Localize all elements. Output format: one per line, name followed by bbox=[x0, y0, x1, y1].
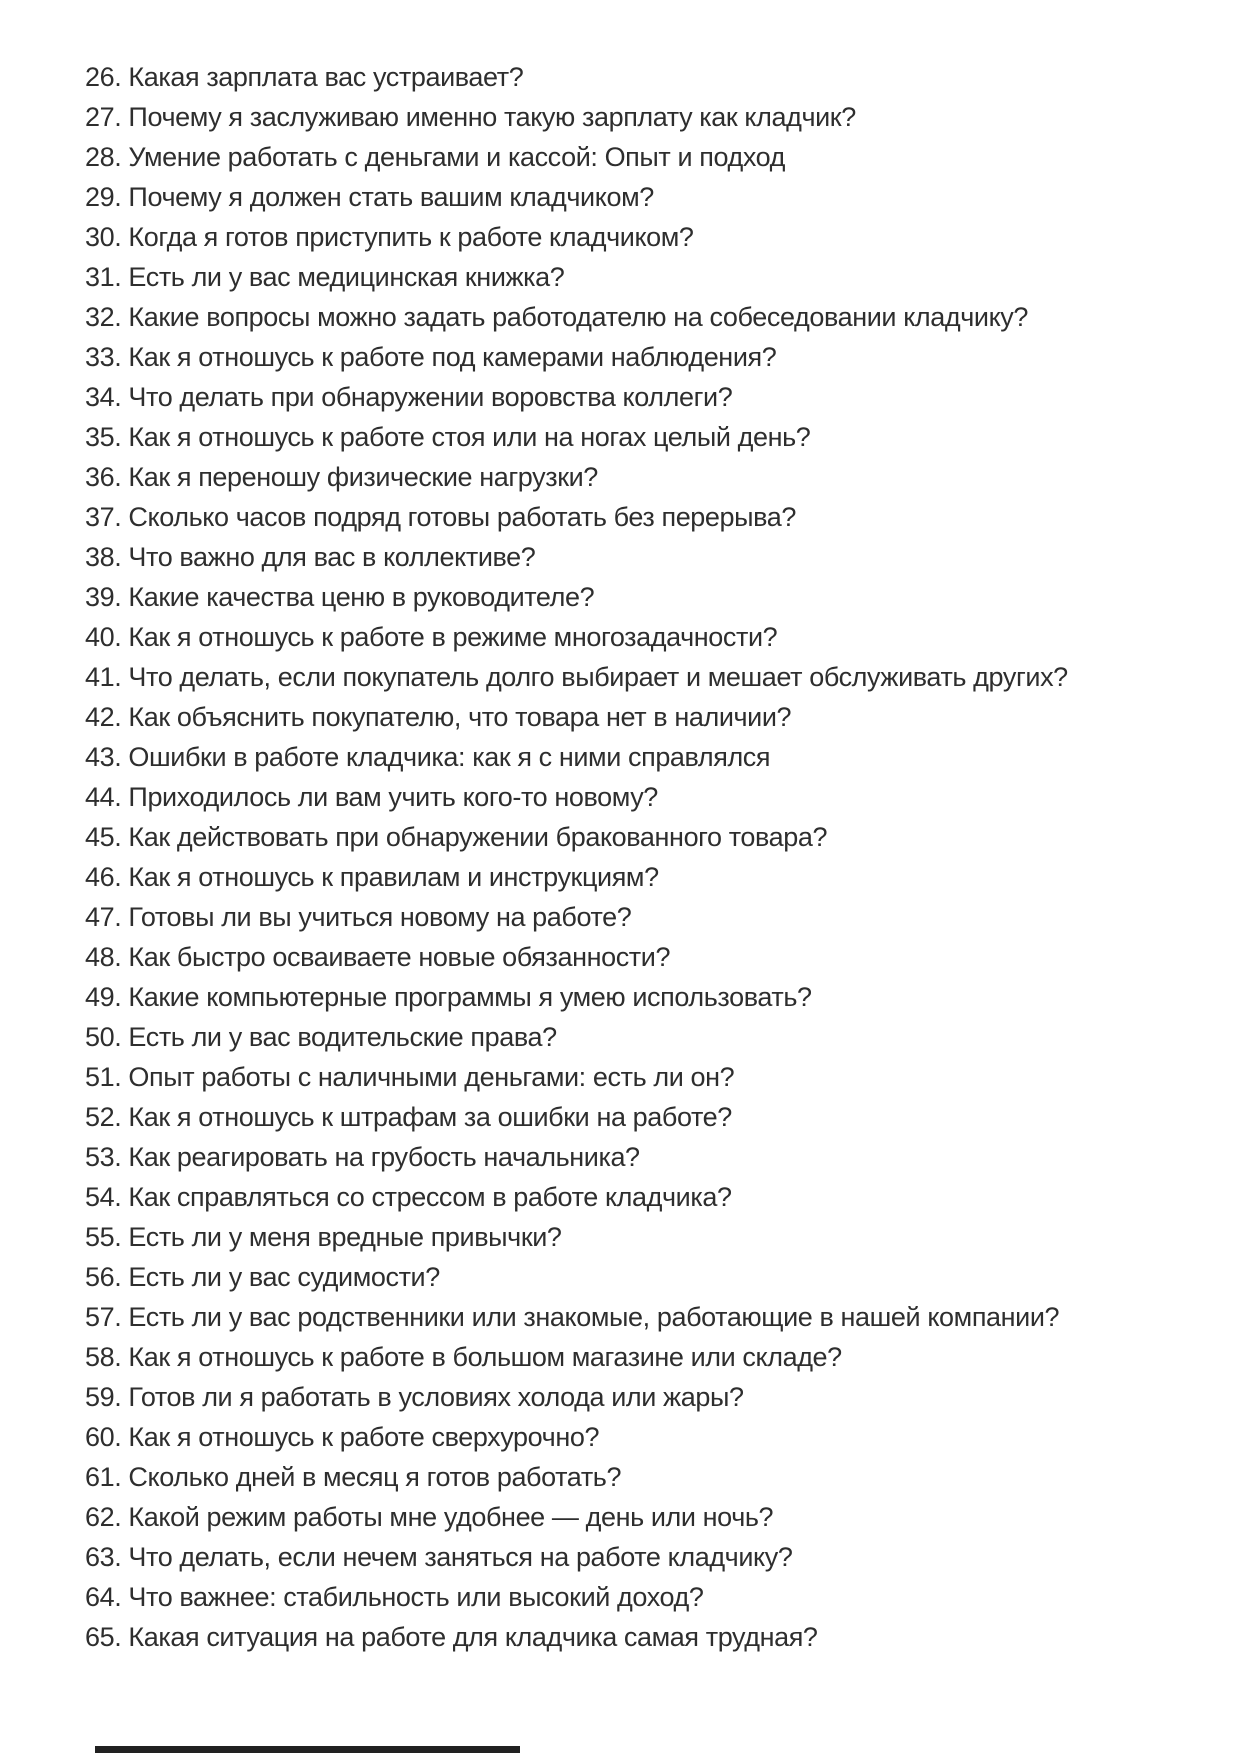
list-item: 34. Что делать при обнаружении воровства коллеги? bbox=[85, 382, 733, 412]
list-item: 49. Какие компьютерные программы я умею использовать? bbox=[85, 982, 812, 1012]
list-item: 61. Сколько дней в месяц я готов работать? bbox=[85, 1462, 622, 1492]
list-item: 54. Как справляться со стрессом в работе кладчика? bbox=[85, 1182, 732, 1212]
cutoff-next-line-strip bbox=[95, 1746, 520, 1753]
list-item: 35. Как я отношусь к работе стоя или на ногах целый день? bbox=[85, 422, 811, 452]
list-item: 62. Какой режим работы мне удобнее — день или ночь? bbox=[85, 1502, 774, 1532]
list-item: 56. Есть ли у вас судимости? bbox=[85, 1262, 440, 1292]
list-item: 36. Как я переношу физические нагрузки? bbox=[85, 462, 598, 492]
list-item: 65. Какая ситуация на работе для кладчика самая трудная? bbox=[85, 1622, 818, 1652]
question-list bbox=[85, 57, 1068, 1657]
list-item: 27. Почему я заслуживаю именно такую зарплату как кладчик? bbox=[85, 102, 856, 132]
list-item: 57. Есть ли у вас родственники или знакомые, работающие в нашей компании? bbox=[85, 1302, 1060, 1332]
list-item: 30. Когда я готов приступить к работе кладчиком? bbox=[85, 222, 694, 252]
list-item: 53. Как реагировать на грубость начальника? bbox=[85, 1142, 640, 1172]
list-item: 52. Как я отношусь к штрафам за ошибки на работе? bbox=[85, 1102, 732, 1132]
list-item: 32. Какие вопросы можно задать работодателю на собеседовании кладчику? bbox=[85, 302, 1029, 332]
list-item: 59. Готов ли я работать в условиях холода или жары? bbox=[85, 1382, 744, 1412]
list-item: 44. Приходилось ли вам учить кого-то новому? bbox=[85, 782, 658, 812]
list-item: 40. Как я отношусь к работе в режиме многозадачности? bbox=[85, 622, 778, 652]
list-item: 33. Как я отношусь к работе под камерами наблюдения? bbox=[85, 342, 777, 372]
list-item: 38. Что важно для вас в коллективе? bbox=[85, 542, 536, 572]
list-item: 28. Умение работать с деньгами и кассой: Опыт и подход bbox=[85, 142, 786, 172]
list-item: 50. Есть ли у вас водительские права? bbox=[85, 1022, 557, 1052]
list-item: 55. Есть ли у меня вредные привычки? bbox=[85, 1222, 562, 1252]
list-item: 31. Есть ли у вас медицинская книжка? bbox=[85, 262, 565, 292]
list-item: 29. Почему я должен стать вашим кладчиком? bbox=[85, 182, 654, 212]
list-item: 43. Ошибки в работе кладчика: как я с ними справлялся bbox=[85, 742, 771, 772]
list-item: 51. Опыт работы с наличными деньгами: есть ли он? bbox=[85, 1062, 735, 1092]
list-item: 41. Что делать, если покупатель долго выбирает и мешает обслуживать других? bbox=[85, 662, 1068, 692]
list-item: 58. Как я отношусь к работе в большом магазине или складе? bbox=[85, 1342, 842, 1372]
list-item: 60. Как я отношусь к работе сверхурочно? bbox=[85, 1422, 600, 1452]
list-item: 26. Какая зарплата вас устраивает? bbox=[85, 62, 524, 92]
list-item: 39. Какие качества ценю в руководителе? bbox=[85, 582, 595, 612]
list-item: 47. Готовы ли вы учиться новому на работе? bbox=[85, 902, 632, 932]
list-item: 63. Что делать, если нечем заняться на работе кладчику? bbox=[85, 1542, 793, 1572]
list-item: 46. Как я отношусь к правилам и инструкциям? bbox=[85, 862, 659, 892]
list-item: 48. Как быстро осваиваете новые обязанности? bbox=[85, 942, 671, 972]
list-item: 42. Как объяснить покупателю, что товара нет в наличии? bbox=[85, 702, 792, 732]
list-item: 64. Что важнее: стабильность или высокий доход? bbox=[85, 1582, 704, 1612]
list-item: 37. Сколько часов подряд готовы работать без перерыва? bbox=[85, 502, 797, 532]
list-item: 45. Как действовать при обнаружении бракованного товара? bbox=[85, 822, 828, 852]
